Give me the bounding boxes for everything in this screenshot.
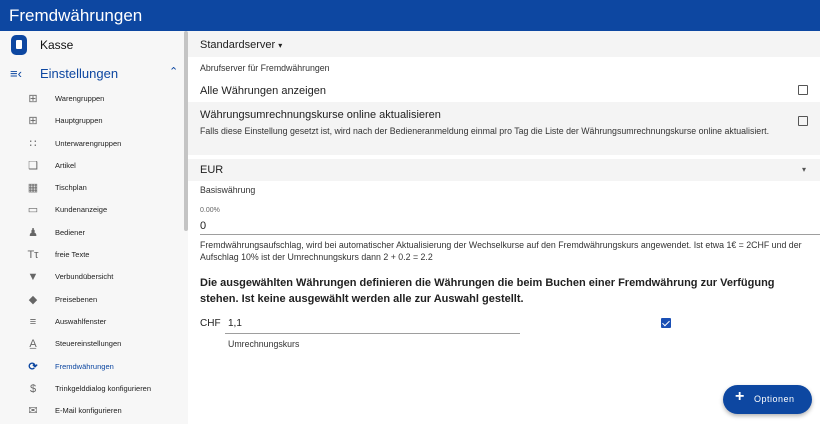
sidebar-item-verbunduebersicht[interactable] [0,266,188,288]
surcharge-underline [200,234,820,235]
settings-list-icon: ≡‹ [10,66,22,81]
rate-caption: Umrechnungskurs [228,339,300,349]
chevron-up-icon[interactable]: ⌃ [169,66,179,78]
currency-exchange-icon: ⟳ [28,360,38,373]
sidebar-item-trinkgelddialog[interactable] [0,378,188,400]
sidebar-item-preisebenen[interactable] [0,289,188,311]
tax-icon: A̲ [29,338,37,351]
grid-icon: ⊞ [28,115,38,128]
grid-icon: ⊞ [28,93,38,105]
show-all-label: Alle Währungen anzeigen [200,85,326,97]
dollar-icon: $ [29,382,37,395]
sidebar-item-label: Kundenanzeige [55,205,108,215]
base-currency-caption: Basiswährung [200,185,256,195]
sidebar-item-freie-texte[interactable] [0,244,188,266]
monitor-icon: ▭ [27,204,39,217]
sidebar-item-label: Hauptgruppen [55,116,103,126]
options-button[interactable] [723,385,812,414]
sidebar-item-bediener[interactable] [0,222,188,244]
online-update-desc: Falls diese Einstellung gesetzt ist, wird nach der Bedieneranmeldung einmal pro Tag die Liste der Währungsumrechnungskurse online aktualisiert. [200,126,770,136]
surcharge-hint: 0.00% [200,207,220,214]
cash-register-icon [11,35,27,55]
sidebar-item-auswahlfenster[interactable] [0,311,188,333]
sidebar-item-label: Bediener [55,227,86,237]
grid-icon: ∷ [29,137,37,150]
main-content [188,31,820,424]
sidebar-item-fremdwaehrungen[interactable] [0,356,188,378]
sidebar-item-kundenanzeige[interactable] [0,199,188,221]
sidebar-item-label: Verbundübersicht [55,272,114,282]
page-title: Fremdwährungen [9,6,143,25]
plus-icon: + [735,388,745,405]
online-update-title: Währungsumrechnungskurse online aktualisieren [200,109,441,121]
sidebar-group-einstellungen[interactable] [0,64,188,88]
sidebar-item-label: freie Texte [55,250,90,260]
server-select-value: Standardserver [200,39,276,51]
caret-down-icon[interactable]: ▾ [802,165,807,174]
server-caption: Abrufserver für Fremdwährungen [200,63,330,73]
sidebar-item-artikel[interactable] [0,155,188,177]
base-currency-select[interactable]: EUR [200,164,224,176]
sidebar-item-label: E-Mail konfigurieren [55,406,122,416]
sidebar-item-label: Unterwarengruppen [55,138,122,148]
caret-down-icon: ▾ [278,41,283,50]
person-icon: ♟ [28,226,38,239]
sidebar-item-unterwarengruppen[interactable] [0,133,188,155]
mail-icon: ✉ [28,405,38,418]
sidebar-item-hauptgruppen[interactable] [0,110,188,132]
sidebar-item-label: Artikel [55,160,76,170]
surcharge-desc: Fremdwährungsaufschlag, wird bei automatischer Aktualisierung der Wechselkurse auf den Fremdwährungskurs angewendet. Ist etwa 1€ = 2CHF und der Aufschlag 10% ist der Umrechnungskurs dann 2 + 0.2 = 2.2 [200,240,802,262]
app-title-bar [0,0,820,31]
rate-underline [225,333,520,334]
server-select[interactable] [200,39,282,51]
currency-code: CHF [200,318,221,329]
online-update-checkbox[interactable] [798,116,808,126]
menu-icon: ≡ [29,315,37,328]
wifi-icon: ▼ [27,271,39,284]
selection-note: Die ausgewählten Währungen definieren die Währungen die beim Buchen einer Fremdwährung zur Verfügung stehen. Ist keine ausgewählt werden alle zur Auswahl gestellt. [200,277,775,305]
sidebar [0,31,188,424]
base-currency-row[interactable] [188,159,820,181]
sidebar-item-label: Warengruppen [55,94,105,103]
sidebar-group-label: Einstellungen [40,66,119,81]
layers-icon: ◆ [28,293,38,306]
sidebar-item-label: Auswahlfenster [55,316,107,326]
table-grid-icon: ▦ [27,182,39,195]
surcharge-input[interactable]: 0 [200,220,207,232]
sidebar-item-label: Fremdwährungen [55,361,114,371]
sidebar-item-label: Steuereinstellungen [55,339,122,349]
sidebar-item-kasse[interactable] [0,34,188,60]
text-icon: Tτ [27,249,39,262]
sidebar-item-tischplan[interactable] [0,177,188,199]
sidebar-item-email[interactable] [0,400,188,422]
sidebar-item-steuereinstellungen[interactable] [0,333,188,355]
server-select-row[interactable] [188,31,820,57]
cart-icon: ❑ [28,159,38,172]
rate-input[interactable]: 1,1 [228,318,242,329]
sidebar-item-label: Tischplan [55,183,87,193]
sidebar-item-label: Kasse [40,38,74,52]
options-label: Optionen [754,394,795,404]
settings-nav-list [0,88,188,422]
sidebar-item-warengruppen[interactable] [0,88,188,110]
sidebar-item-label: Preisebenen [55,294,98,304]
sidebar-item-label: Trinkgelddialog konfigurieren [55,383,152,393]
currency-checkbox[interactable] [661,318,671,328]
show-all-checkbox[interactable] [798,85,808,95]
